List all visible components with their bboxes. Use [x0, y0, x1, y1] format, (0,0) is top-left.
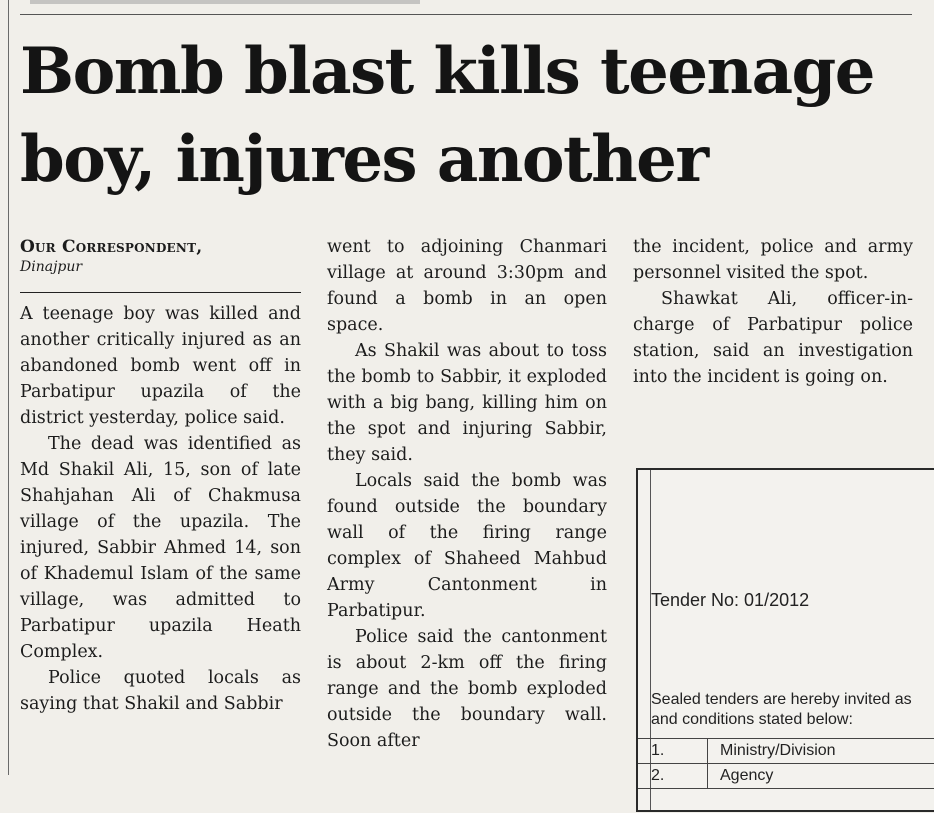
- page-left-border: [8, 0, 9, 775]
- byline-place: Dinajpur: [20, 259, 83, 275]
- table-row: [638, 763, 934, 788]
- byline-name: Our Correspondent,: [20, 237, 203, 257]
- paragraph: As Shakil was about to toss the bomb to Sabbir, it exploded with a big bang, killing him on the spot and injuring Sabbir, they said.: [327, 341, 607, 465]
- table-row: [638, 738, 934, 763]
- article-headline: [20, 28, 925, 204]
- paragraph: The dead was identified as Md Shakil Ali, 15, son of late Shahjahan Ali of Chakmusa village of the upazila. The injured, Sabbir Ahmed 14, son of Khademul Islam of the same village, was admitted to Parbatipur upazila Heath Complex.: [20, 434, 301, 662]
- paragraph: Locals said the bomb was found outside the boundary wall of the firing range complex of Shaheed Mahbud Army Cantonment in Parbatipur.: [327, 471, 607, 621]
- row-label: Ministry/Division: [720, 742, 836, 759]
- byline-rule: [20, 292, 301, 293]
- paragraph: the incident, police and army personnel visited the spot.: [633, 237, 913, 283]
- paragraph: A teenage boy was killed and another critically injured as an abandoned bomb went off in Parbatipur upazila of the district yesterday, police said.: [20, 304, 301, 428]
- tender-table: [638, 738, 934, 813]
- tender-intro-line-1: Sealed tenders are hereby invited as: [651, 691, 912, 708]
- clipped-previous-article: [30, 0, 420, 4]
- article-column-2: [327, 234, 607, 754]
- headline-line-1: Bomb blast kills teenage: [20, 34, 874, 109]
- article-column-1: [20, 301, 301, 717]
- byline: [20, 236, 300, 276]
- paragraph: Shawkat Ali, officer-in-charge of Parbatipur police station, said an investigation into the incident is going on.: [633, 289, 913, 387]
- headline-line-2: boy, injures another: [20, 122, 708, 197]
- tender-number: Tender No: 01/2012: [651, 590, 810, 610]
- row-number: 1.: [638, 739, 708, 763]
- row-label: Agency: [720, 767, 774, 784]
- paragraph: Police said the cantonment is about 2-km off the firing range and the bomb exploded outside the boundary wall. Soon after: [327, 627, 607, 751]
- paragraph: Police quoted locals as saying that Shakil and Sabbir: [20, 668, 301, 714]
- row-number: 2.: [638, 764, 708, 788]
- table-row: [638, 788, 934, 813]
- tender-notice: [636, 468, 934, 812]
- top-rule: [20, 14, 912, 15]
- article-column-3: [633, 234, 913, 390]
- tender-intro-line-2: and conditions stated below:: [651, 711, 853, 728]
- tender-intro: [651, 690, 934, 730]
- paragraph: went to adjoining Chanmari village at around 3:30pm and found a bomb in an open space.: [327, 237, 607, 335]
